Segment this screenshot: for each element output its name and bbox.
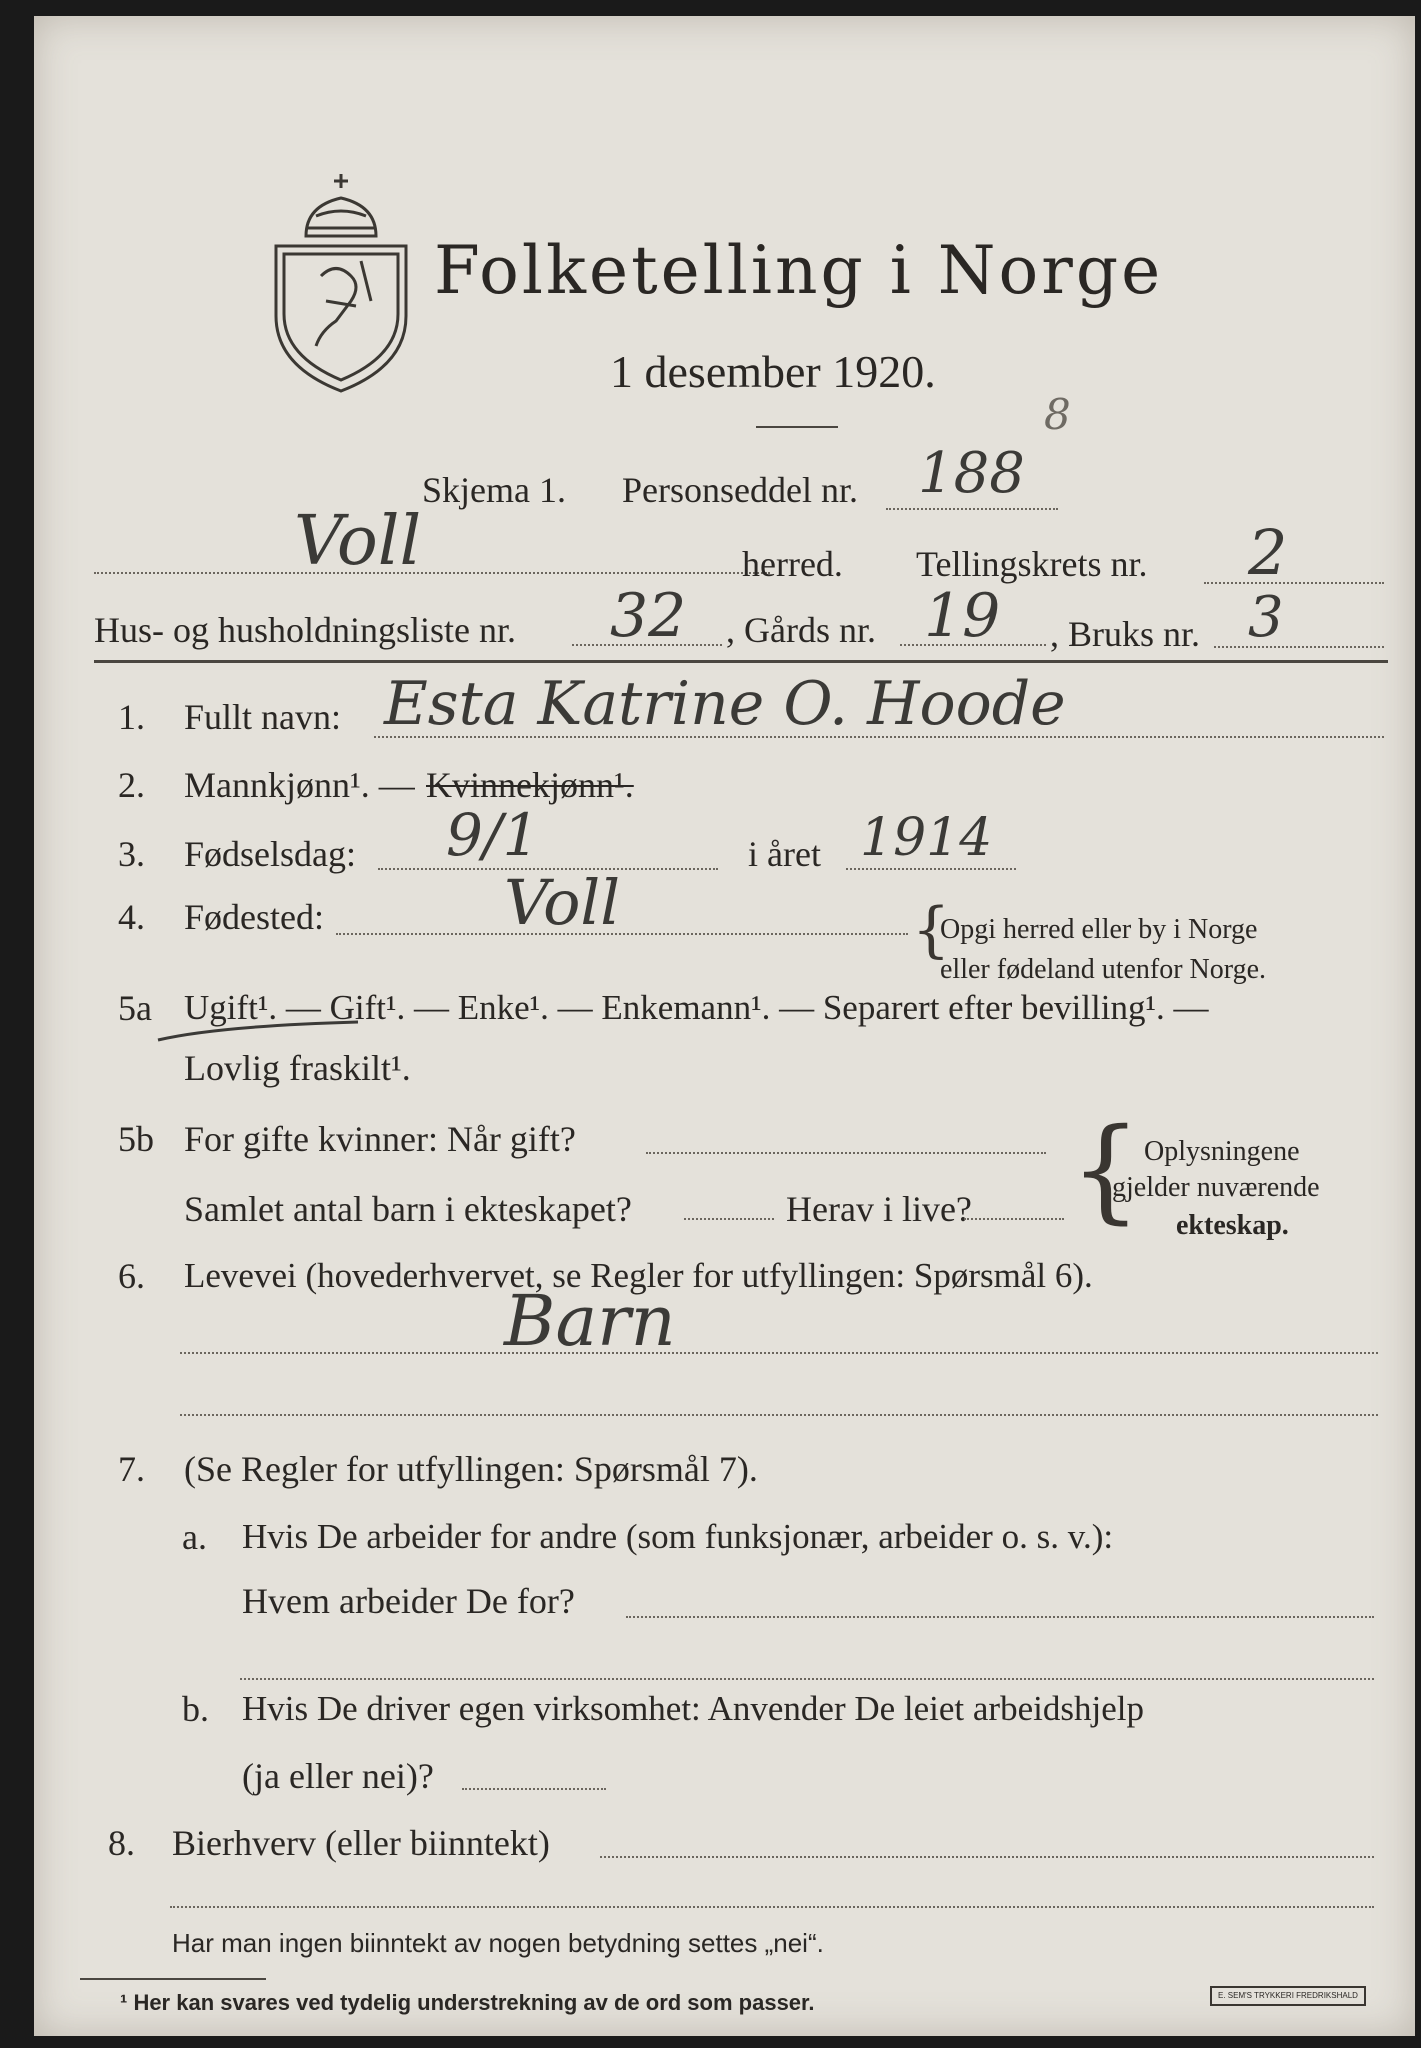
occupation-value: Barn — [504, 1280, 676, 1362]
gards-label: , Gårds nr. — [726, 610, 876, 650]
herred-value: Voll — [294, 502, 422, 581]
q3-year-label: i året — [748, 834, 821, 874]
birthplace-field[interactable] — [336, 933, 908, 935]
tellingskrets-field[interactable] — [1204, 582, 1384, 584]
q7b-line1: Hvis De driver egen virksomhet: Anvender De leiet arbeidshjelp — [242, 1689, 1144, 1728]
q5a-number: 5a — [118, 988, 152, 1028]
q5b-label1: For gifte kvinner: Når gift? — [184, 1119, 576, 1159]
side-income-field-2[interactable] — [170, 1906, 1374, 1908]
q5b-note-line1: Oplysningene — [1144, 1136, 1300, 1167]
q5b-note-line2: gjelder nuværende — [1112, 1172, 1320, 1203]
when-married-field[interactable] — [646, 1152, 1046, 1154]
q1-label: Fullt navn: — [184, 697, 342, 737]
hired-help-field[interactable] — [462, 1788, 606, 1790]
q7a-number: a. — [182, 1517, 207, 1557]
q6-number: 6. — [118, 1256, 145, 1296]
q8-number: 8. — [108, 1823, 135, 1863]
census-date: 1 desember 1920. — [610, 346, 936, 397]
q1-number: 1. — [118, 697, 145, 737]
tellingskrets-label: Tellingskrets nr. — [916, 544, 1148, 584]
children-total-field[interactable] — [684, 1218, 774, 1220]
q5b-number: 5b — [118, 1119, 154, 1159]
footnote: ¹ Her kan svares ved tydelig understrekning av de ord som passer. — [120, 1990, 815, 2015]
birthday-value: 9/1 — [446, 801, 540, 869]
herred-label: herred. — [742, 544, 843, 584]
q4-note-line2: eller fødeland utenfor Norge. — [940, 954, 1267, 985]
q4-note-brace: { — [912, 895, 951, 965]
occupation-field-2[interactable] — [180, 1414, 1378, 1416]
occupation-field[interactable] — [180, 1352, 1378, 1354]
herred-field[interactable] — [94, 572, 770, 574]
q7-number: 7. — [118, 1449, 145, 1489]
coat-of-arms-icon — [266, 166, 416, 396]
hus-value: 32 — [610, 581, 687, 651]
q5b-label3: Herav i live? — [786, 1189, 972, 1229]
schema-label: Skjema 1. — [422, 470, 566, 510]
ugift-underline — [154, 1006, 364, 1046]
gards-value: 19 — [924, 581, 1001, 651]
personseddel-field[interactable] — [886, 508, 1058, 510]
q7a-line2: Hvem arbeider De for? — [242, 1581, 575, 1621]
q5a-line2: Lovlig fraskilt¹. — [184, 1048, 411, 1088]
bruks-field[interactable] — [1214, 646, 1384, 648]
q5a-options: Ugift¹. — Gift¹. — Enke¹. — Enkemann¹. — Separert efter bevilling¹. — — [184, 988, 1209, 1027]
q4-label: Fødested: — [184, 897, 324, 937]
q2-struck-option: Kvinnekjønn¹. — [426, 765, 634, 805]
footnote-rule — [80, 1978, 266, 1980]
q8-label: Bierhverv (eller biinntekt) — [172, 1823, 550, 1863]
margin-mark: 8 — [1044, 390, 1071, 439]
printer-mark: E. SEM'S TRYKKERI FREDRIKSHALD — [1210, 1986, 1366, 2006]
q5b-note-line3: ekteskap. — [1176, 1210, 1289, 1241]
birthplace-value: Voll — [504, 866, 621, 939]
q7b-line2: (ja eller nei)? — [242, 1756, 434, 1796]
q7b-number: b. — [182, 1689, 209, 1729]
personseddel-value: 188 — [918, 441, 1025, 506]
tellingskrets-value: 2 — [1248, 516, 1288, 589]
full-name-value: Esta Katrine O. Hoode — [384, 669, 1066, 739]
q2-label: Mannkjønn¹. — — [184, 765, 415, 805]
q7-label: (Se Regler for utfyllingen: Spørsmål 7). — [184, 1449, 758, 1489]
q4-number: 4. — [118, 897, 145, 937]
q5b-note-brace: { — [1070, 1105, 1142, 1235]
side-income-field[interactable] — [600, 1856, 1374, 1858]
census-form — [34, 16, 1415, 2036]
bruks-value: 3 — [1248, 585, 1284, 650]
personseddel-label: Personseddel nr. — [622, 470, 858, 510]
children-alive-field[interactable] — [964, 1218, 1064, 1220]
q6-label: Levevei (hovederhvervet, se Regler for utfyllingen: Spørsmål 6). — [184, 1256, 1093, 1295]
employer-field[interactable] — [626, 1616, 1374, 1618]
title-divider — [756, 426, 838, 428]
bruks-label: , Bruks nr. — [1050, 614, 1201, 654]
form-title: Folketelling i Norge — [434, 232, 1164, 309]
q3-number: 3. — [118, 834, 145, 874]
header-rule — [94, 660, 1388, 663]
q3-label: Fødselsdag: — [184, 834, 357, 874]
q4-note-line1: Opgi herred eller by i Norge — [940, 914, 1258, 945]
hus-label: Hus- og husholdningsliste nr. — [94, 610, 517, 650]
footer-note: Har man ingen biinntekt av nogen betydning settes „nei“. — [172, 1928, 824, 1958]
q2-number: 2. — [118, 765, 145, 805]
birth-year-value: 1914 — [860, 808, 993, 868]
employer-field-2[interactable] — [240, 1678, 1374, 1680]
q7a-line1: Hvis De arbeider for andre (som funksjonær, arbeider o. s. v.): — [242, 1517, 1114, 1556]
q5b-label2: Samlet antal barn i ekteskapet? — [184, 1189, 632, 1229]
birth-year-field[interactable] — [846, 868, 1016, 870]
